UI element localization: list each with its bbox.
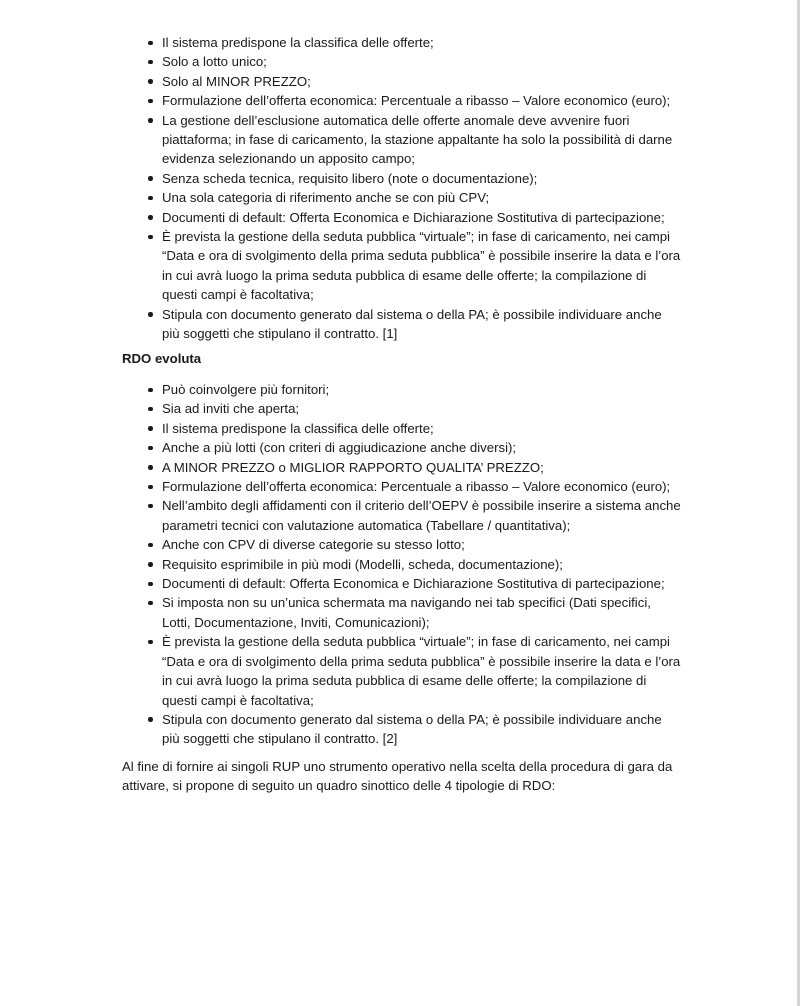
- list-item-text: Il sistema predispone la classifica delle offerte;: [162, 35, 434, 50]
- bullet-dot-icon: [148, 426, 153, 431]
- list-item-text: Nell’ambito degli affidamenti con il criterio dell’OEPV è possibile inserire a sistema anche parametri tecnici con valutazione automatica (Tabellare / quantitativa);: [162, 498, 681, 533]
- closing-paragraph: Al fine di fornire ai singoli RUP uno strumento operativo nella scelta della procedura di gara da attivare, si propone di seguito un quadro sinottico delle 4 tipologie di RDO:: [122, 759, 673, 794]
- bullet-dot-icon: [148, 485, 153, 490]
- list-item-text: Anche a più lotti (con criteri di aggiudicazione anche diversi);: [162, 440, 517, 456]
- list-item: [162, 52, 682, 71]
- list-item-text: Anche con CPV di diverse categorie su stesso lotto;: [162, 537, 465, 553]
- list-item: [162, 438, 682, 457]
- list-item: [162, 535, 682, 554]
- bullet-dot-icon: [148, 407, 153, 412]
- list-item-text: Documenti di default: Offerta Economica e Dichiarazione Sostitutiva di partecipazione;: [162, 209, 665, 225]
- bullet-dot-icon: [148, 446, 153, 451]
- bullet-dot-icon: [148, 582, 153, 587]
- list-item: [162, 208, 682, 227]
- bullet-dot-icon: [148, 504, 153, 509]
- list-item-text: Una sola categoria di riferimento anche se con più CPV;: [162, 190, 490, 206]
- bullet-dot-icon: [148, 562, 153, 567]
- list-item: [162, 593, 682, 632]
- bullet-dot-icon: [148, 41, 153, 46]
- list-item-text: Formulazione dell’offerta economica: Percentuale a ribasso – Valore economico (euro);: [162, 93, 671, 109]
- bullet-dot-icon: [148, 60, 153, 65]
- list-item-text: Documenti di default: Offerta Economica e Dichiarazione Sostitutiva di partecipazione;: [162, 576, 665, 592]
- bullet-dot-icon: [148, 312, 153, 317]
- bullet-list-rdo-evoluta: [0, 380, 682, 749]
- bullet-dot-icon: [148, 79, 153, 84]
- list-item-text: Sia ad inviti che aperta;: [162, 401, 300, 417]
- bullet-dot-icon: [148, 196, 153, 201]
- list-item: [162, 399, 682, 418]
- bullet-dot-icon: [148, 176, 153, 181]
- bullet-dot-icon: [148, 235, 153, 240]
- list-item: [162, 458, 682, 477]
- list-item: [162, 33, 682, 52]
- list-item: [162, 305, 682, 344]
- list-item-text: Si imposta non su un’unica schermata ma navigando nei tab specifici (Dati specifici, Lotti, Documentazione, Inviti, Comunicazioni);: [162, 595, 651, 630]
- list-item-text: Il sistema predispone la classifica delle offerte;: [162, 420, 434, 436]
- bullet-dot-icon: [148, 543, 153, 548]
- list-item-text: La gestione dell’esclusione automatica delle offerte anomale deve avvenire fuori piattaforma; in fase di caricamento, la stazione appaltante ha solo la possibilità di darne evidenza selezionando un apposito campo;: [162, 112, 673, 167]
- list-item: [162, 632, 682, 710]
- list-item: [162, 477, 682, 496]
- bullet-dot-icon: [148, 118, 153, 123]
- list-item-text: Senza scheda tecnica, requisito libero (note o documentazione);: [162, 170, 538, 186]
- list-item-text: È prevista la gestione della seduta pubblica “virtuale”; in fase di caricamento, nei campi “Data e ora di svolgimento della prima seduta pubblica” è possibile inserire la data e l’ora in cui avrà luogo la prima seduta pubblica di esame delle offerte; la compilazione di questi campi è facoltativa;: [162, 229, 681, 303]
- list-item: [162, 380, 682, 399]
- bullet-dot-icon: [148, 601, 153, 606]
- bullet-dot-icon: [148, 717, 153, 722]
- bullet-dot-icon: [148, 99, 153, 104]
- list-item-text: È prevista la gestione della seduta pubblica “virtuale”; in fase di caricamento, nei campi “Data e ora di svolgimento della prima seduta pubblica” è possibile inserire la data e l’ora in cui avrà luogo la prima seduta pubblica di esame delle offerte; la compilazione di questi campi è facoltativa;: [162, 634, 681, 708]
- list-item-text: Solo al MINOR PREZZO;: [162, 73, 311, 89]
- bullet-dot-icon: [148, 465, 153, 470]
- list-item-text: Stipula con documento generato dal sistema o della PA; è possibile individuare anche più soggetti che stipulano il contratto. [1]: [162, 306, 662, 342]
- list-item: [162, 72, 682, 91]
- list-item-text: Solo a lotto unico;: [162, 54, 267, 70]
- list-item: [162, 555, 682, 574]
- bullet-dot-icon: [148, 215, 153, 220]
- list-item: [162, 169, 682, 188]
- list-item-text: Formulazione dell’offerta economica: Percentuale a ribasso – Valore economico (euro);: [162, 479, 671, 495]
- list-item: [162, 496, 682, 535]
- bullet-list-rdo-base: [0, 33, 682, 344]
- section-heading: RDO evoluta: [122, 351, 202, 366]
- list-item: [162, 710, 682, 749]
- bullet-dot-icon: [148, 640, 153, 645]
- list-item: [162, 91, 682, 110]
- list-item-text: A MINOR PREZZO o MIGLIOR RAPPORTO QUALITA’ PREZZO;: [162, 459, 544, 475]
- bullet-dot-icon: [148, 388, 153, 393]
- list-item: [162, 419, 682, 438]
- list-item: [162, 111, 682, 169]
- list-item: [162, 188, 682, 207]
- list-item: [162, 227, 682, 305]
- list-item: [162, 574, 682, 593]
- list-item-text: Stipula con documento generato dal sistema o della PA; è possibile individuare anche più soggetti che stipulano il contratto. [2]: [162, 711, 662, 747]
- list-item-text: Requisito esprimibile in più modi (Modelli, scheda, documentazione);: [162, 556, 563, 572]
- list-item-text: Può coinvolgere più fornitori;: [162, 382, 330, 397]
